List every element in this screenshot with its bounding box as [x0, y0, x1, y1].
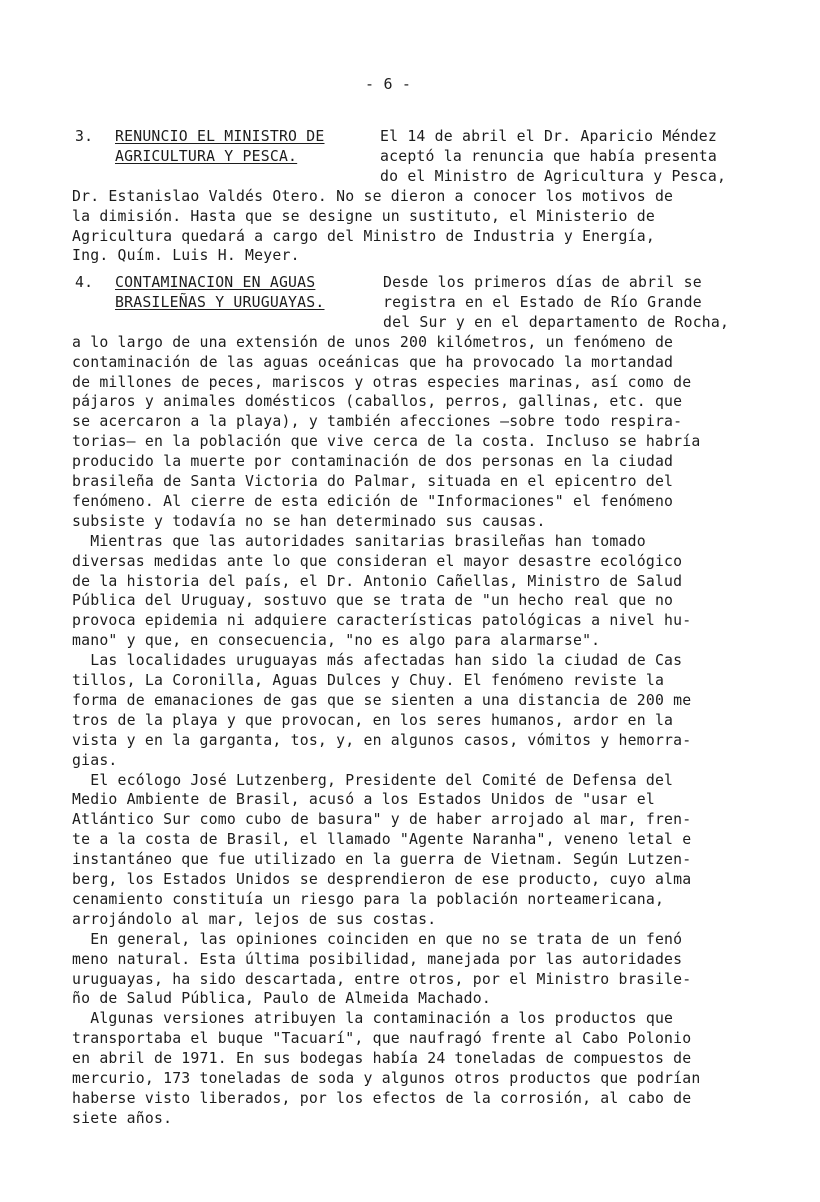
body-text-line: tillos, La Coronilla, Aguas Dulces y Chuy. El fenómeno reviste la	[72, 672, 665, 689]
body-text-line: la dimisión. Hasta que se designe un sustituto, el Ministerio de	[72, 207, 655, 225]
body-text-line: Dr. Estanislao Valdés Otero. No se dieron a conocer los motivos de	[72, 187, 674, 205]
body-text-line: se acercaron a la playa), y también afecciones —sobre todo respira-	[72, 413, 683, 431]
section-number: 3.	[75, 128, 94, 145]
section-heading-line: RENUNCIO EL MINISTRO DE	[115, 128, 325, 145]
body-text-line: Pública del Uruguay, sostuvo que se trata de "un hecho real que no	[72, 592, 674, 610]
body-text-line: contaminación de las aguas oceánicas que ha provocado la mortandad	[72, 353, 674, 371]
body-text-line: Atlántico Sur como cubo de basura" y de haber arrojado al mar, fren-	[72, 811, 692, 829]
body-text-line: Mientras que las autoridades sanitarias brasileñas han tomado	[72, 532, 646, 550]
page-number: - 6 -	[365, 75, 412, 93]
body-text-line: Las localidades uruguayas más afectadas han sido la ciudad de Cas	[72, 652, 683, 670]
section-intro-line: aceptó la renuncia que había presenta	[380, 147, 718, 165]
body-text-line: diversas medidas ante lo que consideran el mayor desastre ecológico	[72, 552, 683, 570]
section-intro-line: Desde los primeros días de abril se	[383, 274, 702, 291]
body-text-line: El ecólogo José Lutzenberg, Presidente del Comité de Defensa del	[72, 771, 674, 789]
body-text-line: producido la muerte por contaminación de dos personas en la ciudad	[72, 453, 674, 471]
body-text-line: fenómeno. Al cierre de esta edición de "Informaciones" el fenómeno	[72, 492, 674, 510]
body-text-line: haberse visto liberados, por los efectos de la corrosión, al cabo de	[72, 1089, 692, 1107]
section-intro-line: registra en el Estado de Río Grande	[383, 293, 702, 311]
body-text-line: transportaba el buque "Tacuarí", que naufragó frente al Cabo Polonio	[72, 1030, 692, 1048]
body-text-line: a lo largo de una extensión de unos 200 kilómetros, un fenómeno de	[72, 333, 674, 351]
body-text-line: berg, los Estados Unidos se desprendieron de ese producto, cuyo alma	[72, 871, 692, 888]
body-text-line: ño de Salud Pública, Paulo de Almeida Machado.	[72, 990, 491, 1008]
body-text-line: provoca epidemia ni adquiere características patológicas a nivel hu-	[72, 612, 692, 630]
body-text-line: torias— en la población que vive cerca de la costa. Incluso se habría	[72, 433, 701, 451]
section-intro-line: del Sur y en el departamento de Rocha,	[383, 313, 730, 331]
body-text-line: en abril de 1971. En sus bodegas había 24 toneladas de compuestos de	[72, 1050, 692, 1068]
section-intro-line: El 14 de abril el Dr. Aparicio Méndez	[380, 128, 718, 145]
body-text-line: mercurio, 173 toneladas de soda y algunos otros productos que podrían	[72, 1070, 701, 1087]
body-text-line: gias.	[72, 751, 118, 769]
body-text-line: te a la costa de Brasil, el llamado "Agente Naranha", veneno letal e	[72, 831, 692, 849]
body-text-line: instantáneo que fue utilizado en la guerra de Vietnam. Según Lutzen-	[72, 851, 692, 869]
section-number: 4.	[75, 274, 94, 291]
body-text-line: forma de emanaciones de gas que se sienten a una distancia de 200 me	[72, 691, 692, 709]
body-text-line: subsiste y todavía no se han determinado sus causas.	[72, 512, 546, 530]
section-heading-line: BRASILEÑAS Y URUGUAYAS.	[115, 293, 325, 311]
body-text-line: tros de la playa y que provocan, en los seres humanos, ardor en la	[72, 711, 674, 729]
body-text-line: Algunas versiones atribuyen la contaminación a los productos que	[72, 1010, 674, 1028]
body-text-line: Agricultura quedará a cargo del Ministro de Industria y Energía,	[72, 227, 655, 245]
body-text-line: de la historia del país, el Dr. Antonio Cañellas, Ministro de Salud	[72, 572, 683, 590]
body-text-line: vista y en la garganta, tos, y, en algunos casos, vómitos y hemorra-	[72, 731, 692, 749]
section-heading-line: AGRICULTURA Y PESCA.	[115, 147, 298, 165]
body-text-line: pájaros y animales domésticos (caballos, perros, gallinas, etc. que	[72, 393, 683, 411]
body-text-line: arrojándolo al mar, lejos de sus costas.	[72, 910, 437, 928]
body-text-line: Ing. Quím. Luis H. Meyer.	[72, 247, 300, 265]
body-text-line: Medio Ambiente de Brasil, acusó a los Estados Unidos de "usar el	[72, 791, 655, 809]
body-text-line: uruguayas, ha sido descartada, entre otros, por el Ministro brasile-	[72, 970, 692, 988]
body-text-line: mano" y que, en consecuencia, "no es algo para alarmarse".	[72, 632, 601, 650]
body-text-line: meno natural. Esta última posibilidad, manejada por las autoridades	[72, 950, 683, 968]
body-text-line: cenamiento constituía un riesgo para la población norteamericana,	[72, 890, 665, 908]
body-text-line: de millones de peces, mariscos y otras especies marinas, así como de	[72, 373, 692, 391]
body-text-line: brasileña de Santa Victoria do Palmar, situada en el epicentro del	[72, 473, 674, 490]
section-heading-line: CONTAMINACION EN AGUAS	[115, 274, 316, 291]
body-text-line: En general, las opiniones coinciden en que no se trata de un fenó	[72, 930, 683, 948]
body-text-line: siete años.	[72, 1109, 173, 1127]
section-intro-line: do el Ministro de Agricultura y Pesca,	[380, 167, 727, 185]
